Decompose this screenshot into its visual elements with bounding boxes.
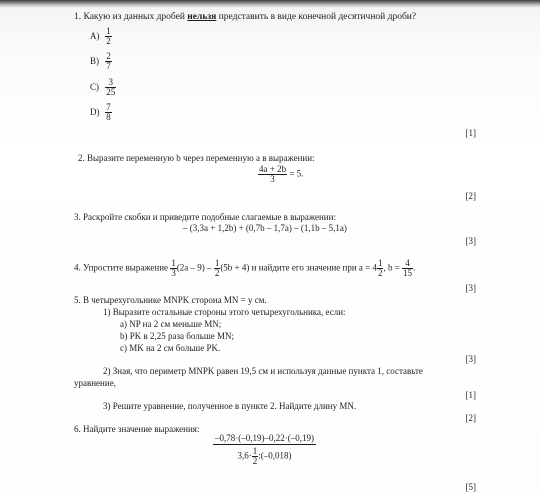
q4-fraction-1: $\frac{1}{3}$ bbox=[171, 258, 176, 278]
q1-option-a bbox=[90, 27, 112, 46]
q5-item-c: c) MK на 2 см больше PK. bbox=[120, 343, 221, 353]
q6-main-fraction bbox=[213, 434, 316, 466]
q2-text: 2. Выразите переменную b через переменную a в выражении: bbox=[78, 153, 315, 163]
q4-pre: 4. Упростите выражение bbox=[74, 262, 169, 273]
q5-score-1: [3] bbox=[465, 354, 476, 364]
q3-score: [3] bbox=[465, 236, 476, 246]
option-fraction: $\frac{1}{2}$ bbox=[106, 26, 111, 46]
q2-score: [2] bbox=[465, 191, 476, 201]
q4-b-pre: , b = bbox=[383, 262, 400, 273]
q5-item-a: a) NP на 2 см меньше MN; bbox=[120, 319, 222, 329]
q1-option-d bbox=[90, 103, 112, 122]
option-label: D) bbox=[90, 106, 100, 117]
q1-text-post: представить в виде конечной десятичной дроби? bbox=[218, 12, 417, 22]
q6-text: 6. Найдите значение выражения: bbox=[74, 424, 200, 434]
q6-inner-fraction: $\frac{1}{2}$ bbox=[252, 446, 258, 466]
option-label: A) bbox=[90, 30, 100, 41]
q4-fraction-a: $\frac{1}{2}$ bbox=[377, 258, 383, 278]
q1-text bbox=[74, 12, 416, 23]
q5-sub1: 1) Выразите остальные стороны этого четырехугольника, если: bbox=[103, 307, 346, 317]
q2-fraction: $\frac{4a + 2b}{3}$ bbox=[259, 164, 287, 184]
q4-mid-1: (2a – 9) – bbox=[176, 262, 212, 273]
top-shadow-band bbox=[0, 0, 540, 8]
q3-expression: – (3,3a + 1,2b) + (0,7b – 1,7a) – (1,1b – 5,1a) bbox=[183, 223, 347, 233]
q1-option-b bbox=[90, 52, 112, 71]
q6-numerator: –0,78·(–0,19)–0,22·(–0,19) bbox=[215, 433, 314, 443]
q1-text-pre: 1. Какую из данных дробей bbox=[74, 12, 185, 22]
q4-fraction-2: $\frac{1}{2}$ bbox=[214, 258, 220, 278]
q4-text bbox=[74, 259, 415, 278]
q5-score-3: [2] bbox=[465, 413, 476, 423]
q4-b-end: . bbox=[413, 262, 416, 273]
q5-item-b: b) PK в 2,25 раза больше MN; bbox=[120, 331, 235, 341]
q4-score: [3] bbox=[465, 283, 476, 293]
option-label: C) bbox=[90, 81, 99, 92]
q4-mid-2: (5b + 4) и найдите его значение при a = 4 bbox=[220, 262, 377, 273]
q1-text-emphasis: нельзя bbox=[187, 12, 217, 22]
q6-expression bbox=[213, 434, 316, 466]
option-fraction: $\frac{7}{8}$ bbox=[106, 102, 111, 122]
q1-score: [1] bbox=[465, 128, 476, 138]
q2-rhs: = 5. bbox=[289, 168, 304, 179]
q6-score: [5] bbox=[465, 482, 476, 492]
q5-sub2-line1: 2) Зная, что периметр MNPK равен 19,5 см и используя данные пункта 1, составьте bbox=[103, 366, 423, 376]
q1-option-c bbox=[90, 78, 116, 97]
q5-text: 5. В четырехугольнике MNPK сторона MN = y см. bbox=[74, 295, 267, 305]
q6-denominator: 3,6· $\frac{1}{2}$ :(–0,018) bbox=[237, 446, 292, 466]
option-label: B) bbox=[90, 55, 99, 66]
q3-text: 3. Раскройте скобки и приведите подобные слагаемые в выражении: bbox=[74, 212, 336, 222]
q5-sub3: 3) Решите уравнение, полученное в пункте 2. Найдите длину MN. bbox=[103, 401, 357, 411]
q5-score-2: [1] bbox=[465, 390, 476, 400]
option-fraction: $\frac{2}{7}$ bbox=[106, 51, 111, 71]
q2-expression bbox=[258, 165, 303, 184]
q5-sub2-line2: уравнение, bbox=[74, 378, 116, 388]
option-fraction: $\frac{3}{25}$ bbox=[106, 77, 116, 97]
q4-fraction-b: $\frac{4}{15}$ bbox=[403, 258, 413, 278]
